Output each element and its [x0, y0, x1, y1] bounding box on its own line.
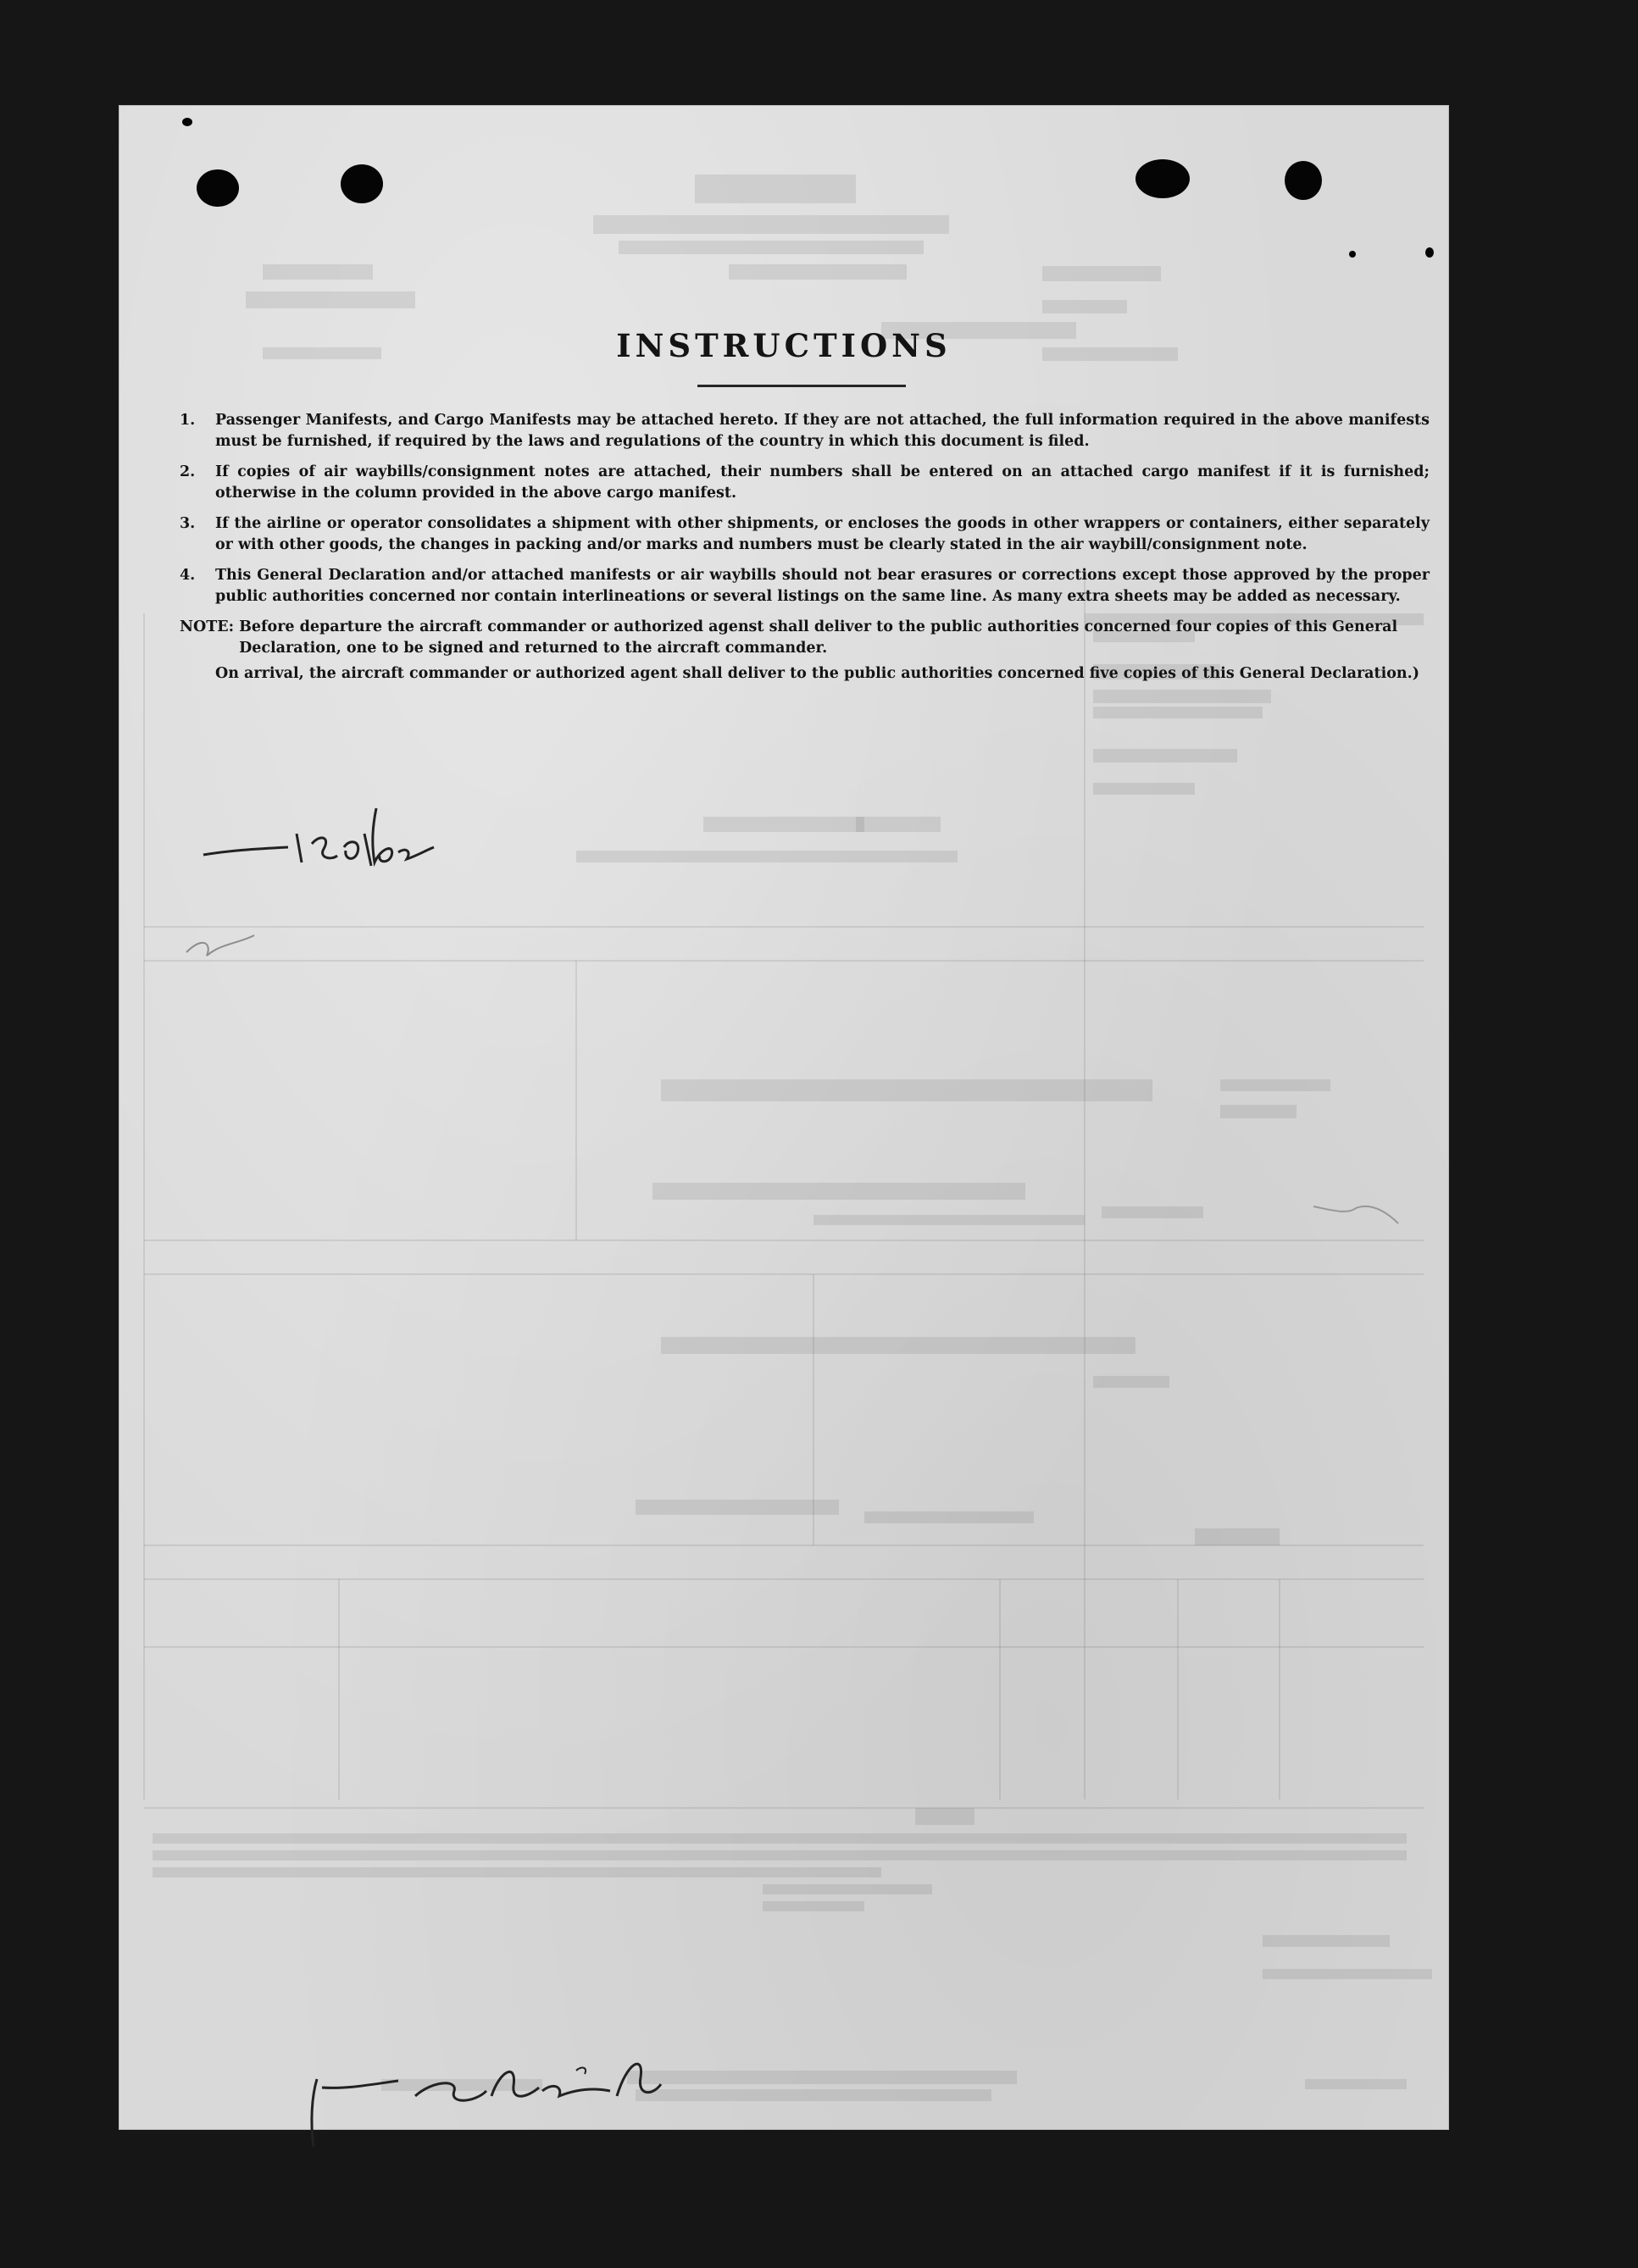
show-through-texture — [119, 105, 1449, 2130]
faint-pencil-mark — [1305, 1189, 1407, 1232]
document-page — [119, 105, 1449, 2130]
item-number: 4. — [180, 567, 196, 584]
item-number: 3. — [180, 515, 196, 532]
page-title: INSTRUCTIONS — [616, 327, 952, 364]
note-label: NOTE: — [180, 618, 235, 635]
instruction-item — [180, 513, 1430, 555]
item-text: This General Declaration and/or attached manifests or air waybills should not bear erasures or corrections except those approved by the proper public authorities concerned nor contain interlineations or several listings on the same line. As many extra sheets may be added as necessary. — [215, 567, 1430, 605]
item-text: Passenger Manifests, and Cargo Manifests may be attached hereto. If they are not attached, the full information required in the above manifests must be furnished, if required by the laws and regulations of the country in which this document is filed. — [215, 412, 1430, 450]
handwritten-signature — [305, 2037, 695, 2155]
instruction-item — [180, 462, 1430, 503]
note-text-arrival: On arrival, the aircraft commander or authorized agent shall deliver to the public authorities concerned five copies of this General Declaration.) — [215, 665, 1420, 682]
instruction-item — [180, 565, 1430, 607]
faint-pencil-mark — [178, 918, 297, 969]
instructions-list — [180, 410, 1430, 685]
title-underline — [697, 385, 906, 387]
item-number: 2. — [180, 463, 196, 480]
item-text: If the airline or operator consolidates a shipment with other shipments, or encloses the goods in other wrappers or containers, either separately or with other goods, the changes in packing and/or marks and numbers must be clearly stated in the air waybill/consignment note. — [215, 515, 1430, 553]
note-text: Before departure the aircraft commander or authorized agenst shall deliver to the public authorities concerned four copies of this General Declaration, one to be signed and returned to the aircraft commander. — [239, 618, 1398, 657]
item-text: If copies of air waybills/consignment notes are attached, their numbers shall be entered on an attached cargo manifest if it is furnished; otherwise in the column provided in the above cargo manifest. — [215, 463, 1430, 502]
note-block — [180, 617, 1430, 658]
item-number: 1. — [180, 412, 196, 429]
handwritten-annotation — [195, 774, 466, 893]
instruction-item — [180, 410, 1430, 452]
